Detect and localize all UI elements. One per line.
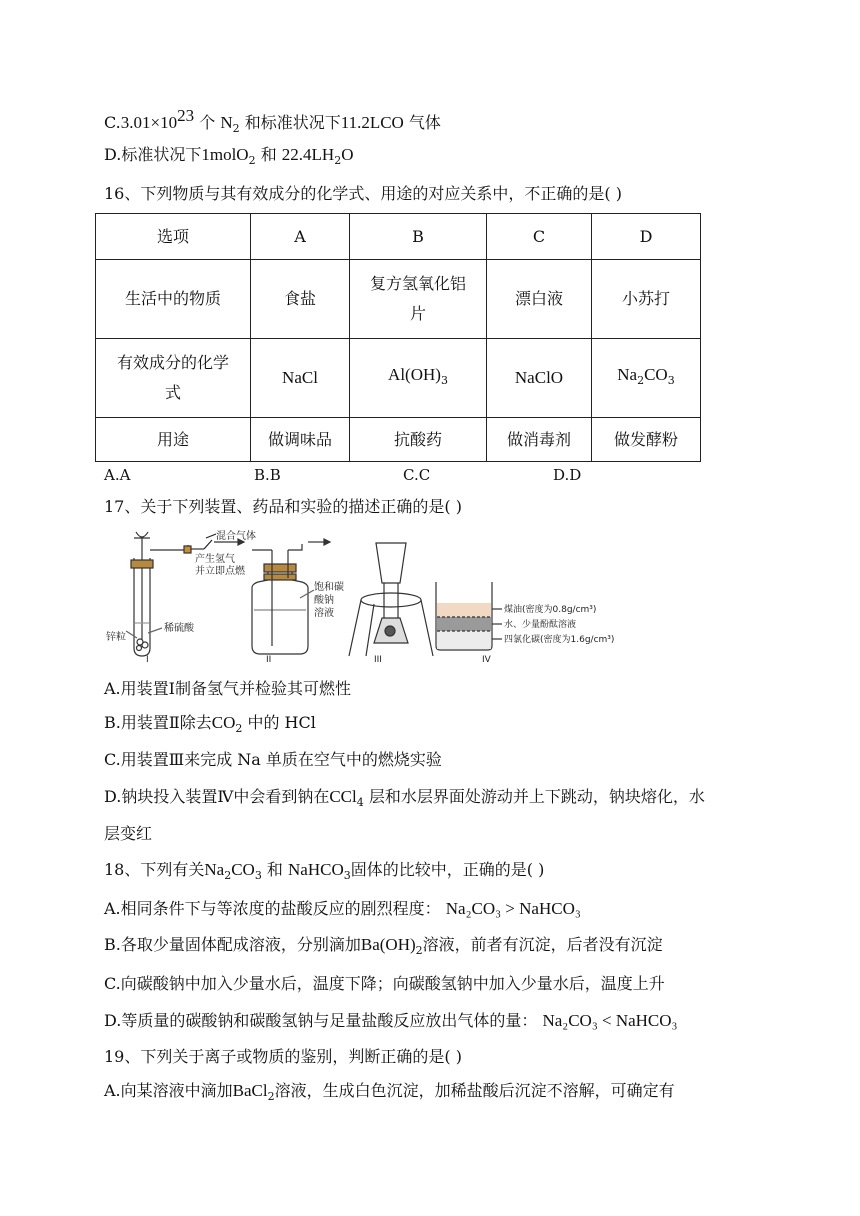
table-row: 用途 做调味品 抗酸药 做消毒剂 做发酵粉 [96,418,701,462]
kerosene-layer [437,603,491,617]
q17-stem: 17、关于下列装置、药品和实验的描述正确的是( ) [104,497,462,516]
q15-option-c: C.3.01×1023 个 $N_2$ 和标准状况下11.2LCO 气体 [104,106,441,135]
q17-apparatus-figure [104,528,644,668]
label-water: 水、少量酚酞溶液 [504,620,577,630]
q16-answer-d: D.D [553,466,582,484]
label-saturated-2: 酸钠 [314,595,334,606]
table-row: 生活中的物质 食盐 复方氢氧化铝 片 漂白液 小苏打 [96,260,701,339]
q17-option-c: C.用装置Ⅲ来完成 Na 单质在空气中的燃烧实验 [104,750,442,769]
label-saturated-1: 饱和碳 [314,582,344,593]
q16-stem: 16、下列物质与其有效成分的化学式、用途的对应关系中，不正确的是( ) [104,184,622,203]
table-row: 选项 A B C D [96,214,701,260]
funnel-iii [376,543,406,583]
label-acid: 稀硫酸 [164,623,194,634]
q17-option-b: B.用装置Ⅱ除去$CO_2$ 中的 HCl [104,713,316,735]
q19-stem: 19、下列关于离子或物质的鉴别，判断正确的是( ) [104,1047,462,1066]
q18-option-a: A.相同条件下与等浓度的盐酸反应的剧烈程度： Na₂CO₃ > NaHCO₃ [104,899,581,918]
q15-option-d: D.标准状况下1molO$_2$ 和 $22.4LH_2O$ [104,145,354,167]
label-saturated-3: 溶液 [314,608,334,619]
q18-option-c: C.向碳酸钠中加入少量水后，温度下降；向碳酸氢钠中加入少量水后，温度上升 [104,974,665,993]
label-zinc: 锌粒 [106,632,126,643]
q16-answer-c: C.C [403,466,431,484]
table-row: 有效成分的化学 式 NaCl $Al(OH)_3$ NaClO $Na_2CO_3$ [96,339,701,418]
label-i: I [146,655,149,665]
q17-option-d-line2: 层变红 [104,824,153,843]
label-ccl4: 四氯化碳(密度为1.6g/cm³) [504,635,615,645]
label-mixed-gas: 混合气体 [216,531,256,542]
label-iv: IV [482,655,491,665]
label-kerosene: 煤油(密度为0.8g/cm³) [504,605,597,615]
label-iii: III [374,655,382,665]
label-ii: II [266,655,272,665]
q18-option-d: D.等质量的碳酸钠和碳酸氢钠与足量盐酸反应放出气体的量： Na₂CO₃ < NaHCO₃ [104,1011,678,1030]
ccl4-layer [437,631,491,649]
q16-table [95,213,701,462]
q17-option-a: A.用装置Ⅰ制备氢气并检验其可燃性 [104,679,351,698]
q18-stem: 18、下列有关$Na_2CO_3$ 和 NaHCO$_3$固体的比较中，正确的是( ) [104,860,545,882]
wash-bottle-ii [252,570,308,654]
q19-option-a: A.向某溶液中滴加BaCl$_2$溶液，生成白色沉淀，加稀盐酸后沉淀不溶解，可确定有 [104,1081,675,1103]
q16-answer-a: A.A [104,466,131,484]
label-ignite: 并立即点燃 [195,566,245,577]
q17-option-d: D.钠块投入装置Ⅳ中会看到钠在CCl$_4$ 层和水层界面处游动并上下跳动，钠块熔化，水 [104,787,705,809]
label-hydrogen: 产生氢气 [195,554,235,565]
q18-option-b: B.各取少量固体配成溶液，分别滴加$Ba(OH)_2$溶液，前者有沉淀，后者没有沉淀 [104,935,663,957]
q16-answer-b: B.B [254,466,281,484]
water-layer [437,617,491,631]
